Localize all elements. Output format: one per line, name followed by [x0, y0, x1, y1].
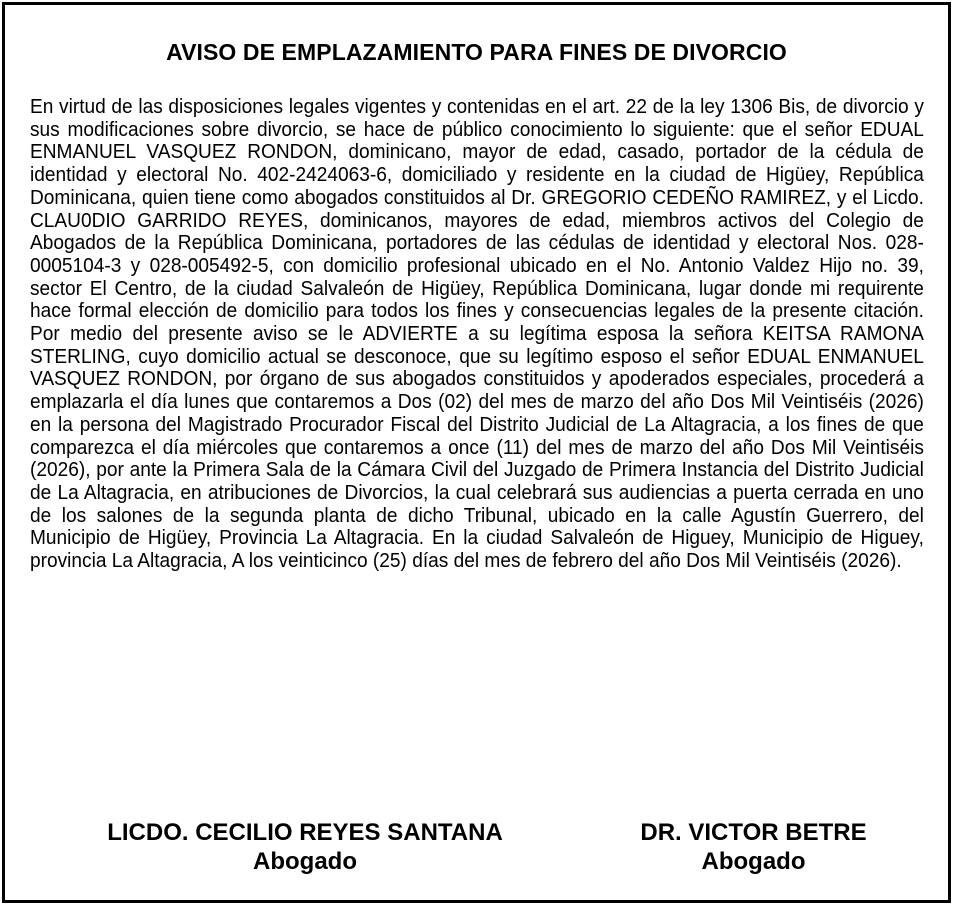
notice-frame: [2, 2, 951, 903]
signature-name: LICDO. CECILIO REYES SANTANA: [107, 819, 503, 846]
notice-title: AVISO DE EMPLAZAMIENTO PARA FINES DE DIVORCIO: [166, 39, 787, 65]
signature-role: Abogado: [701, 848, 806, 875]
signature-block-left: [50, 818, 560, 876]
signature-block-right: [601, 818, 906, 876]
signature-name: DR. VICTOR BETRE: [640, 819, 867, 846]
notice-body: En virtud de las disposiciones legales vigentes y contenidas en el art. 22 de la ley 1306 Bis, de divorcio y sus modificaciones sobre divorcio, se hace de público conocimiento lo siguiente: que el señor EDUAL ENMANUEL VASQUEZ RONDON, dominicano, mayor de edad, casado, portador de la cédula de identidad y electoral No. 402-2424063-6, domiciliado y residente en la ciudad de Higüey, República Dominicana, quien tiene como abogados constituidos al Dr. GREGORIO CEDEÑO RAMIREZ, y el Licdo. CLAU0DIO GARRIDO REYES, dominicanos, mayores de edad, miembros activos del Colegio de Abogados de la República Dominicana, portadores de las cédulas de identidad y electoral Nos. 028-0005104-3 y 028-005492-5, con domicilio profesional ubicado en el No. Antonio Valdez Hijo no. 39, sector El Centro, de la ciudad Salvaleón de Higüey, República Dominicana, lugar donde mi requirente hace formal elección de domicilio para todos los fines y consecuencias legales de la presente citación. Por medio del presente aviso se le ADVIERTE a su legítima esposa la señora KEITSA RAMONA STERLING, cuyo domicilio actual se desconoce, que su legítimo esposo el señor EDUAL ENMANUEL VASQUEZ RONDON, por órgano de sus abogados constituidos y apoderados especiales, procederá a emplazarla el día lunes que contaremos a Dos (02) del mes de marzo del año Dos Mil Veintiséis (2026) en la persona del Magistrado Procurador Fiscal del Distrito Judicial de La Altagracia, a los fines de que comparezca el día miércoles que contaremos a once (11) del mes de marzo del año Dos Mil Veintiséis (2026), por ante la Primera Sala de la Cámara Civil del Juzgado de Primera Instancia del Distrito Judicial de La Altagracia, en atribuciones de Divorcios, la cual celebrará sus audiencias a puerta cerrada en uno de los salones de la segunda planta de dicho Tribunal, ubicado en la calle Agustín Guerrero, del Municipio de Higüey, Provincia La Altagracia. En la ciudad Salvaleón de Higuey, Municipio de Higuey, provincia La Altagracia, A los veinticinco (25) días del mes de febrero del año Dos Mil Veintiséis (2026).: [30, 96, 924, 573]
signature-role: Abogado: [253, 848, 357, 875]
